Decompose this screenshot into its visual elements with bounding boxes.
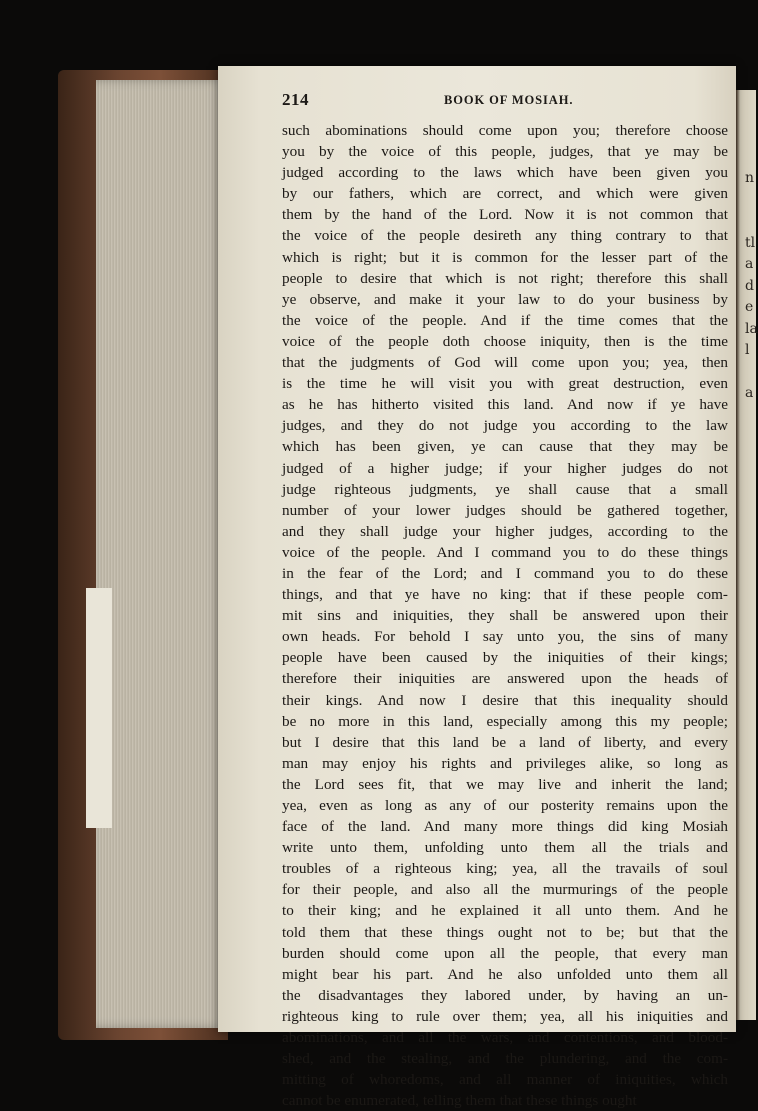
facing-page-glyph: d: [745, 277, 754, 294]
text-line: the Lord sees fit, that we may live and inherit the land;: [282, 775, 728, 793]
facing-page-glyph: n: [745, 170, 755, 186]
text-line: told them that these things ought not to be; but that the: [282, 923, 728, 941]
running-head: BOOK OF MOSIAH.: [444, 93, 574, 107]
facing-page-glyph: a: [745, 256, 754, 272]
text-line: that the judgments of God will come upon you; yea, then: [282, 354, 728, 372]
page-edge-tab: [86, 588, 112, 828]
facing-page-glyph: [745, 426, 757, 448]
facing-page-glyph: [745, 190, 757, 212]
text-line: as he has hitherto visited this land. And now if ye have: [282, 396, 728, 414]
text-line: judges, and they do not judge you according to the law: [282, 417, 728, 435]
text-line: which is right; but it is common for the lesser part of the: [282, 248, 728, 266]
text-line: own heads. For behold I say unto you, the sins of many: [282, 628, 728, 646]
facing-page-glyph: la: [745, 320, 758, 337]
text-line: the voice of the people. And if the time comes that the: [282, 311, 728, 329]
text-line: but I desire that this land be a land of liberty, and every: [282, 733, 728, 751]
text-line: yea, even as long as any of our posterity remains upon the: [282, 797, 728, 814]
facing-page-glyph: e: [745, 299, 754, 315]
text-line: cannot be enumerated, telling them that these things ought: [282, 1092, 637, 1110]
page-header: [282, 88, 730, 114]
text-line: such abominations should come upon you; therefore choose: [282, 122, 728, 139]
text-line: the voice of the people desireth any thing contrary to that: [282, 227, 728, 245]
text-line: number of your lower judges should be gathered together,: [282, 501, 728, 519]
text-line: shed, and the stealing, and the plundering, and the com-: [282, 1050, 728, 1068]
facing-page-glyph: [745, 448, 757, 470]
text-line: voice of the people. And I command you to do these things: [282, 543, 728, 561]
facing-page-glyph: [745, 211, 757, 233]
text-line: might bear his part. And he also unfolded unto them all: [282, 965, 728, 983]
text-line: therefore their iniquities are answered upon the heads of: [282, 670, 728, 688]
text-line: their kings. And now I desire that this inequality should: [282, 691, 728, 709]
facing-page-glyph: [745, 491, 757, 513]
text-line: man may enjoy his rights and privileges alike, so long as: [282, 754, 728, 772]
body-text: [282, 120, 728, 1111]
text-line: you by the voice of this people, judges, that ye may be: [282, 143, 728, 161]
facing-page-glyph: [745, 405, 757, 427]
text-line: people to desire that which is not right; therefore this shall: [282, 269, 728, 287]
text-line: judged according to the laws which have been given you: [282, 164, 728, 182]
text-line: and they shall judge your higher judges, according to the: [282, 522, 728, 540]
text-line: ye observe, and make it your law to do your business by: [282, 290, 728, 308]
text-line: face of the land. And many more things did king Mosiah: [282, 818, 728, 836]
text-line: for their people, and also all the murmurings of the people: [282, 881, 728, 899]
facing-page-glyph: l: [745, 342, 750, 358]
text-line: which has been given, ye can cause that they may be: [282, 438, 728, 456]
text-line: write unto them, unfolding unto them all the trials and: [282, 839, 728, 857]
facing-page-text: [745, 168, 757, 534]
text-line: by our fathers, which are correct, and which were given: [282, 185, 728, 203]
text-line: people have been caused by the iniquities of their kings;: [282, 649, 728, 667]
text-line: the disadvantages they labored under, by having an un-: [282, 986, 728, 1004]
text-line: righteous king to rule over them; yea, all his iniquities and: [282, 1007, 728, 1025]
text-line: is the time he will visit you with great destruction, even: [282, 375, 728, 393]
page-edges: [96, 80, 226, 1028]
text-line: troubles of a righteous king; yea, all the travails of soul: [282, 860, 728, 878]
facing-page-glyph: a: [745, 385, 754, 401]
text-line: judge righteous judgments, ye shall cause that a small: [282, 480, 728, 498]
text-line: in the fear of the Lord; and I command you to do these: [282, 564, 728, 582]
page-number: 214: [282, 90, 309, 109]
text-line: voice of the people doth choose iniquity, then is the time: [282, 332, 728, 350]
text-line: mit sins and iniquities, they shall be answered upon their: [282, 607, 728, 625]
facing-page-glyph: tl: [745, 234, 756, 251]
text-line: be no more in this land, especially among this my people;: [282, 712, 728, 730]
text-line: judged of a higher judge; if your higher judges do not: [282, 459, 728, 477]
text-line: things, and that ye have no king: that if these people com-: [282, 586, 728, 604]
text-line: to their king; and he explained it all unto them. And he: [282, 902, 728, 920]
facing-page-glyph: [745, 469, 757, 491]
text-line: burden should come upon all the people, that every man: [282, 944, 728, 962]
text-line: mitting of whoredoms, and all manner of iniquities, which: [282, 1071, 728, 1089]
text-line: abominations, and all the wars, and contentions, and blood-: [282, 1029, 728, 1047]
facing-page-glyph: [745, 512, 757, 534]
text-line: them by the hand of the Lord. Now it is not common that: [282, 206, 728, 224]
facing-page-glyph: [745, 362, 757, 384]
